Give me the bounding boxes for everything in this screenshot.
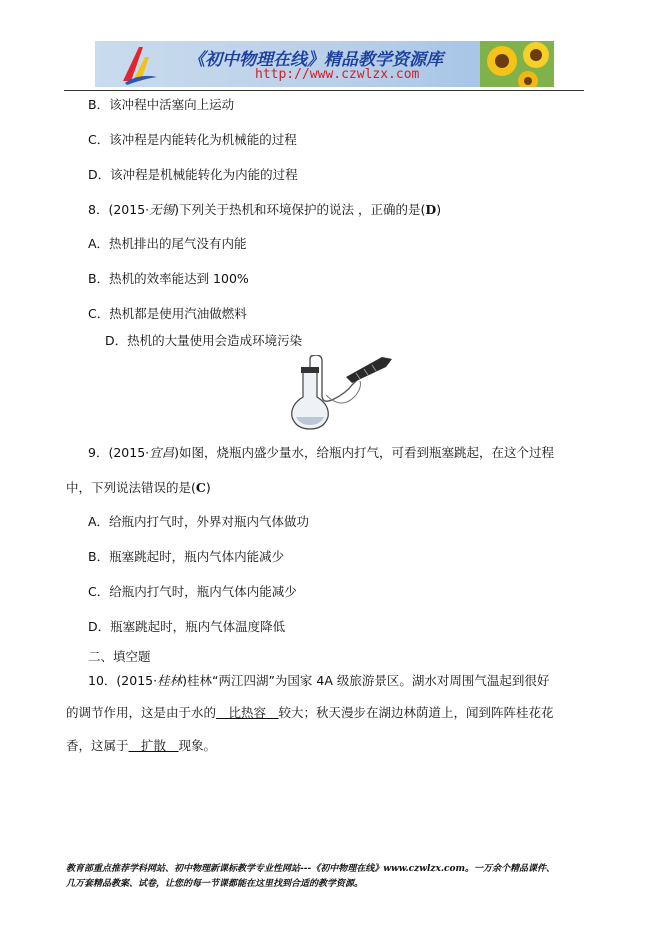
q7-option-b: B．该冲程中活塞向上运动	[88, 97, 235, 112]
q8-stem	[88, 202, 441, 218]
q9-stem-post: )如图，烧瓶内盛少量水，给瓶内打气，可看到瓶塞跳起，在这个过程	[174, 445, 555, 460]
q8-stem-post: )下列关于热机和环境保护的说法 ，正确的是(	[174, 202, 426, 217]
q8-option-b: B．热机的效率能达到 100%	[88, 271, 249, 286]
q8-option-a: A．热机排出的尾气没有内能	[88, 236, 247, 251]
banner-title: 《初中物理在线》精品教学资源库	[188, 50, 443, 70]
q8-source: 无锡	[149, 202, 175, 217]
q10-source: 桂林	[157, 673, 183, 688]
q9-stem-line2	[66, 480, 211, 496]
q9-line2-pre: 中，下列说法错误的是(	[66, 480, 196, 495]
footer-line-1: 教育部重点推荐学科网站、初中物理新课标教学专业性网站---《初中物理在线》www.czwlzx.com。一万余个精品课件、	[66, 864, 556, 874]
q7-option-d: D．该冲程是机械能转化为内能的过程	[88, 167, 298, 182]
page-footer	[66, 862, 606, 892]
q9-stem	[88, 445, 554, 461]
q10-line1-post: )桂林“两江四湖”为国家 4A 级旅游景区。湖水对周围气温起到很好	[182, 673, 550, 688]
q9-option-c: C．给瓶内打气时，瓶内气体内能减少	[88, 584, 297, 599]
q10-line2-post: 较大；秋天漫步在湖边林荫道上，闻到阵阵桂花花	[278, 705, 554, 720]
q10-blank-answer-2: ＿扩散＿	[128, 738, 179, 753]
q9-option-b: B．瓶塞跳起时，瓶内气体内能减少	[88, 549, 285, 564]
q9-source: 宜昌	[149, 445, 175, 460]
q9-option-a: A．给瓶内打气时，外界对瓶内气体做功	[88, 514, 310, 529]
q8-option-c: C．热机都是使用汽油做燃料	[88, 306, 247, 321]
q8-close: )	[436, 202, 442, 217]
q9-option-d: D．瓶塞跳起时，瓶内气体温度降低	[88, 619, 286, 634]
q7-option-c: C．该冲程是内能转化为机械能的过程	[88, 132, 297, 147]
q8-option-d: D．热机的大量使用会造成环境污染	[105, 333, 303, 348]
site-logo-icon	[119, 43, 159, 85]
footer-line-2: 几万套精品教案、试卷，让您的每一节课都能在这里找到合适的教学资源。	[66, 879, 364, 889]
q9-answer: C	[195, 480, 206, 495]
q10-line2	[66, 705, 554, 721]
q10-line2-pre: 的调节作用，这是由于水的	[66, 705, 217, 720]
q8-answer: D	[425, 202, 437, 217]
q10-line3-pre: 香，这属于	[66, 738, 129, 753]
banner-url: http://www.czwlzx.com	[255, 67, 420, 82]
header-banner	[95, 41, 554, 87]
q10-line1	[88, 673, 549, 689]
q9-close: )	[205, 480, 211, 495]
q10-blank-answer-1: ＿比热容＿	[216, 705, 279, 720]
flask-pump-figure	[286, 355, 394, 431]
q10-line3	[66, 738, 216, 754]
section-heading: 二、填空题	[88, 649, 151, 664]
q9-stem-pre: 9．(2015·	[88, 445, 150, 460]
q10-line3-post: 现象。	[178, 738, 217, 753]
sunflower-icon	[480, 41, 554, 87]
header-divider	[64, 90, 584, 91]
q10-line1-pre: 10．(2015·	[88, 673, 158, 688]
q8-stem-pre: 8．(2015·	[88, 202, 150, 217]
